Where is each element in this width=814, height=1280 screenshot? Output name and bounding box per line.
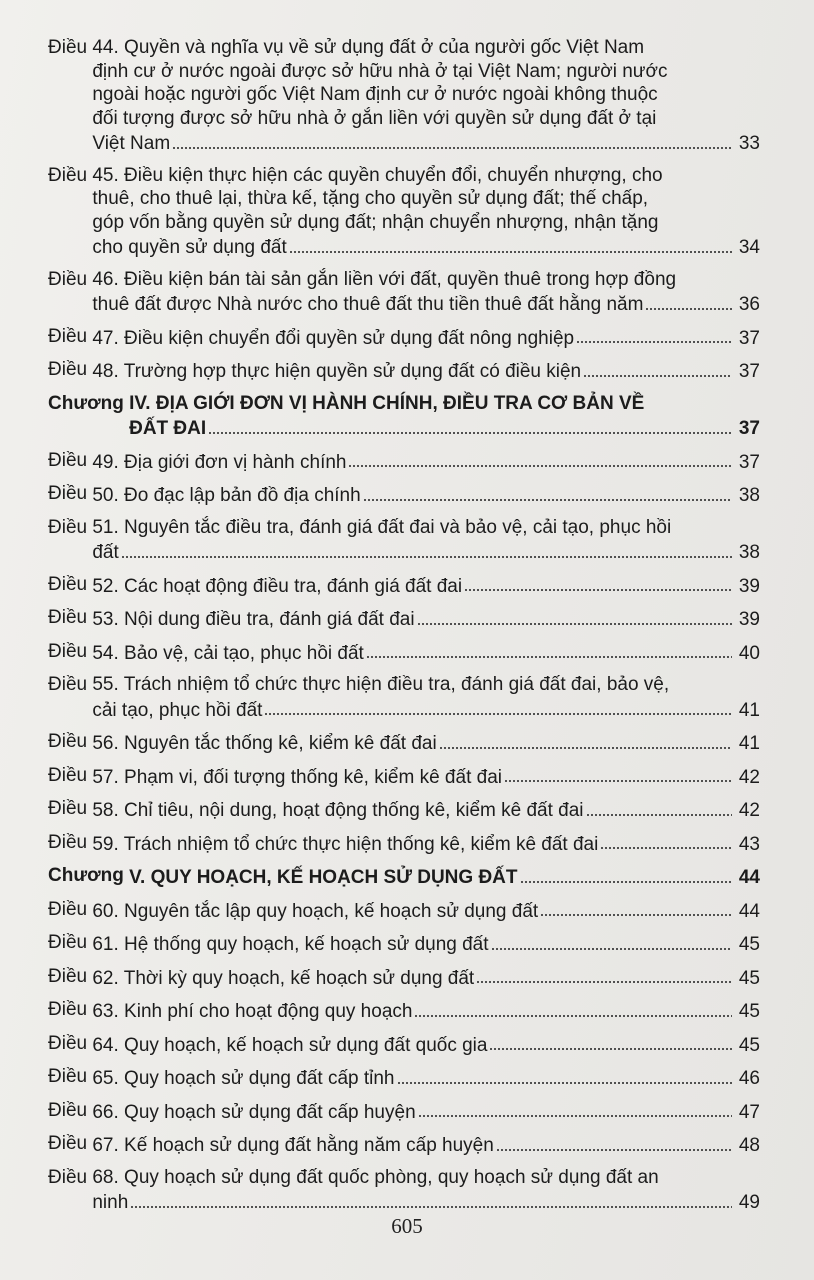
entry-prefix: Điều [48,325,93,347]
toc-article-entry [48,797,760,823]
entry-body [92,1065,760,1091]
toc-article-entry [48,449,760,475]
entry-last-line [92,606,760,632]
entry-prefix: Điều [48,965,93,987]
entry-body [92,573,760,599]
entry-title-line: 46. Điều kiện bán tài sản gắn liền với đất, quyền thuê trong hợp đồng [92,268,677,290]
entry-title-line: 44. Quyền và nghĩa vụ về sử dụng đất ở của người gốc Việt Nam [92,37,645,58]
dot-leader [348,452,732,471]
entry-prefix: Điều [48,483,93,504]
entry-last-line [92,291,760,317]
entry-last-line [92,482,760,508]
entry-body [129,864,760,890]
entry-body [92,482,760,508]
entry-last-line [92,965,760,991]
entry-page-number: 45 [738,1034,760,1056]
dot-leader [397,1069,732,1088]
entry-last-line [92,325,760,351]
entry-title-line: 45. Điều kiện thực hiện các quyền chuyển đổi, chuyển nhượng, cho [92,164,663,186]
entry-page-number: 45 [738,934,760,955]
entry-title-line: 67. Kế hoạch sử dụng đất hằng năm cấp huyện [92,1135,494,1156]
entry-body [92,673,760,722]
entry-last-line [92,998,760,1024]
entry-title-line: 65. Quy hoạch sử dụng đất cấp tỉnh [92,1068,395,1089]
toc-article-entry [48,606,760,632]
entry-title-line: 60. Nguyên tắc lập quy hoạch, kế hoạch sử dụng đất [92,900,539,922]
entry-title-line: Việt Nam [92,133,171,154]
entry-page-number: 36 [738,294,760,315]
entry-body [92,1099,760,1125]
entry-body [92,516,760,565]
entry-page-number: 42 [738,800,760,821]
entry-prefix: Điều [48,607,93,628]
entry-title-line: 63. Kinh phí cho hoạt động quy hoạch [92,1001,413,1022]
dot-leader [417,610,732,629]
entry-body [92,1032,760,1058]
dot-leader [520,868,732,887]
entry-page-number: 34 [738,237,760,258]
table-of-contents [48,36,760,1223]
entry-last-line [92,764,760,790]
entry-last-line [92,697,760,723]
toc-article-entry [48,268,760,317]
entry-title-line: ĐẤT ĐAI [129,418,207,439]
dot-leader [489,1035,732,1054]
entry-prefix: Điều [48,640,93,662]
entry-page-number: 41 [738,733,760,754]
dot-leader [645,295,732,314]
toc-article-entry [48,1166,760,1215]
toc-article-entry [48,1032,760,1058]
entry-page-number: 39 [738,575,760,597]
toc-article-entry [48,640,760,666]
entry-body [92,898,760,924]
entry-title-line: 64. Quy hoạch, kế hoạch sử dụng đất quốc gia [92,1034,488,1056]
toc-chapter-entry [48,392,760,441]
entry-title-line: 61. Hệ thống quy hoạch, kế hoạch sử dụng đất [92,934,489,955]
entry-prefix: Điều [48,764,93,786]
page-number: 605 [391,1214,423,1238]
toc-article-entry [48,673,760,722]
toc-article-entry [48,482,760,508]
entry-prefix: Điều [48,1166,93,1188]
entry-last-line [92,539,760,565]
entry-page-number: 48 [738,1135,760,1156]
entry-prefix: Điều [48,932,93,953]
toc-article-entry [48,998,760,1024]
toc-article-entry [48,1099,760,1125]
entry-last-line [92,797,760,823]
entry-title-line: 51. Nguyên tắc điều tra, đánh giá đất đai và bảo vệ, cải tạo, phục hồi [92,516,672,538]
toc-article-entry [48,36,760,156]
dot-leader [464,576,732,595]
entry-prefix: Điều [48,831,93,853]
entry-last-line [92,730,760,756]
entry-last-line [92,1032,760,1058]
entry-prefix: Chương [48,865,130,886]
entry-page-number: 37 [738,451,760,473]
entry-last-line [129,415,760,441]
entry-title-line: 52. Các hoạt động điều tra, đánh giá đất đai [92,575,463,597]
entry-last-line [92,130,760,156]
entry-title-line: ninh [92,1192,129,1213]
entry-page-number: 44 [738,867,760,888]
entry-prefix: Điều [48,268,93,290]
toc-article-entry [48,516,760,565]
entry-last-line [92,358,760,384]
entry-body [92,268,760,317]
entry-page-number: 39 [738,609,760,630]
dot-leader [289,238,732,257]
entry-body [92,1166,760,1215]
entry-prefix: Điều [48,798,93,819]
toc-article-entry [48,965,760,991]
entry-title-line: 66. Quy hoạch sử dụng đất cấp huyện [92,1101,416,1123]
dot-leader [586,801,732,820]
entry-last-line [92,931,760,957]
entry-body [92,164,760,260]
entry-title-line: 53. Nội dung điều tra, đánh giá đất đai [92,609,415,630]
dot-leader [130,1193,732,1212]
entry-body [92,797,760,823]
entry-page-number: 49 [738,1192,760,1213]
entry-page-number: 45 [738,967,760,989]
entry-title-line: 55. Trách nhiệm tổ chức thực hiện điều tra, đánh giá đất đai, bảo vệ, [92,674,670,695]
entry-body [92,640,760,666]
toc-article-entry [48,358,760,384]
entry-prefix: Điều [48,731,93,752]
dot-leader [172,134,732,153]
entry-title-line: 68. Quy hoạch sử dụng đất quốc phòng, quy hoạch sử dụng đất an [92,1166,659,1188]
entry-title-line: 54. Bảo vệ, cải tạo, phục hồi đất [92,642,364,664]
entry-title-line: 58. Chỉ tiêu, nội dung, hoạt động thống kê, kiểm kê đất đai [92,800,584,821]
entry-page-number: 44 [738,900,760,922]
dot-leader [366,643,732,662]
dot-leader [121,543,732,562]
entry-prefix: Điều [48,449,93,471]
entry-title-line: cải tạo, phục hồi đất [92,699,263,721]
entry-title-line: 57. Phạm vi, đối tượng thống kê, kiểm kê đất đai [92,766,502,788]
toc-article-entry [48,898,760,924]
entry-title-line: 49. Địa giới đơn vị hành chính [92,451,347,473]
entry-prefix: Điều [48,1099,93,1121]
entry-body [92,325,760,351]
toc-article-entry [48,764,760,790]
dot-leader [363,486,732,505]
entry-page-number: 45 [738,1001,760,1022]
entry-prefix: Điều [48,164,93,186]
toc-article-entry [48,1132,760,1158]
toc-article-entry [48,325,760,351]
entry-last-line [92,1189,760,1215]
entry-body [129,392,760,441]
entry-page-number: 37 [738,418,760,439]
entry-page-number: 40 [738,642,760,664]
entry-prefix: Điều [48,573,93,595]
entry-prefix: Điều [48,1133,93,1154]
entry-body [92,358,760,384]
entry-last-line [92,1132,760,1158]
entry-last-line [92,640,760,666]
entry-prefix: Điều [48,1032,93,1054]
entry-title-line: 62. Thời kỳ quy hoạch, kế hoạch sử dụng đất [92,967,475,989]
entry-page-number: 33 [738,133,760,154]
entry-body [92,931,760,957]
dot-leader [583,362,732,381]
entry-page-number: 41 [738,699,760,721]
entry-prefix: Điều [48,516,93,538]
dot-leader [414,1002,732,1021]
dot-leader [476,968,732,987]
dot-leader [491,935,732,954]
entry-body [92,730,760,756]
entry-title-line: thuê đất được Nhà nước cho thuê đất thu tiền thuê đất hằng năm [92,294,644,315]
entry-last-line [92,449,760,475]
entry-page-number: 37 [738,361,760,382]
toc-article-entry [48,831,760,857]
entry-body [92,449,760,475]
dot-leader [504,767,732,786]
entry-title-line: ngoài hoặc người gốc Việt Nam định cư ở nước ngoài không thuộc [92,84,658,105]
toc-article-entry [48,931,760,957]
entry-title-line: 59. Trách nhiệm tổ chức thực hiện thống kê, kiểm kê đất đai [92,833,599,855]
entry-page-number: 47 [738,1101,760,1123]
entry-page-number: 37 [738,327,760,349]
entry-title-line: 47. Điều kiện chuyển đổi quyền sử dụng đất nông nghiệp [92,327,575,349]
toc-article-entry [48,164,760,260]
entry-page-number: 43 [738,833,760,855]
entry-title-line: thuê, cho thuê lại, thừa kế, tặng cho quyền sử dụng đất; thế chấp, [92,188,649,209]
entry-last-line [92,573,760,599]
entry-title-line: đối tượng được sở hữu nhà ở gắn liền với quyền sử dụng đất ở tại [92,107,657,129]
entry-title-line: 50. Đo đạc lập bản đồ địa chính [92,485,361,506]
dot-leader [439,734,732,753]
entry-body [92,998,760,1024]
dot-leader [540,901,732,920]
dot-leader [576,328,732,347]
entry-title-line: V. QUY HOẠCH, KẾ HOẠCH SỬ DỤNG ĐẤT [129,867,518,888]
entry-page-number: 38 [738,542,760,563]
entry-page-number: 46 [738,1068,760,1089]
entry-title-line: góp vốn bằng quyền sử dụng đất; nhận chuyển nhượng, nhận tặng [92,211,659,233]
dot-leader [496,1136,732,1155]
entry-page-number: 42 [738,766,760,788]
entry-last-line [92,1065,760,1091]
entry-title-line: 56. Nguyên tắc thống kê, kiểm kê đất đai [92,733,437,754]
dot-leader [600,834,732,853]
entry-prefix: Chương [48,392,130,414]
entry-title-line: đất [92,542,119,563]
entry-last-line [92,898,760,924]
toc-article-entry [48,730,760,756]
toc-article-entry [48,573,760,599]
toc-chapter-entry [48,864,760,890]
entry-body [92,764,760,790]
entry-prefix: Điều [48,359,93,380]
dot-leader [418,1102,732,1121]
entry-body [92,965,760,991]
entry-prefix: Điều [48,898,93,920]
dot-leader [264,700,732,719]
entry-body [92,606,760,632]
entry-last-line [129,864,760,890]
entry-title-line: định cư ở nước ngoài được sở hữu nhà ở tại Việt Nam; người nước [92,60,668,82]
entry-prefix: Điều [48,674,93,695]
entry-last-line [92,234,760,260]
entry-prefix: Điều [48,37,93,58]
entry-prefix: Điều [48,999,93,1020]
toc-article-entry [48,1065,760,1091]
entry-last-line [92,1099,760,1125]
entry-title-line: IV. ĐỊA GIỚI ĐƠN VỊ HÀNH CHÍNH, ĐIỀU TRA CƠ BẢN VỀ [129,392,645,414]
entry-body [92,36,760,156]
entry-prefix: Điều [48,1066,93,1087]
entry-last-line [92,831,760,857]
entry-body [92,1132,760,1158]
dot-leader [208,419,732,438]
entry-body [92,831,760,857]
entry-page-number: 38 [738,485,760,506]
entry-title-line: cho quyền sử dụng đất [92,237,287,258]
entry-title-line: 48. Trường hợp thực hiện quyền sử dụng đất có điều kiện [92,361,582,382]
